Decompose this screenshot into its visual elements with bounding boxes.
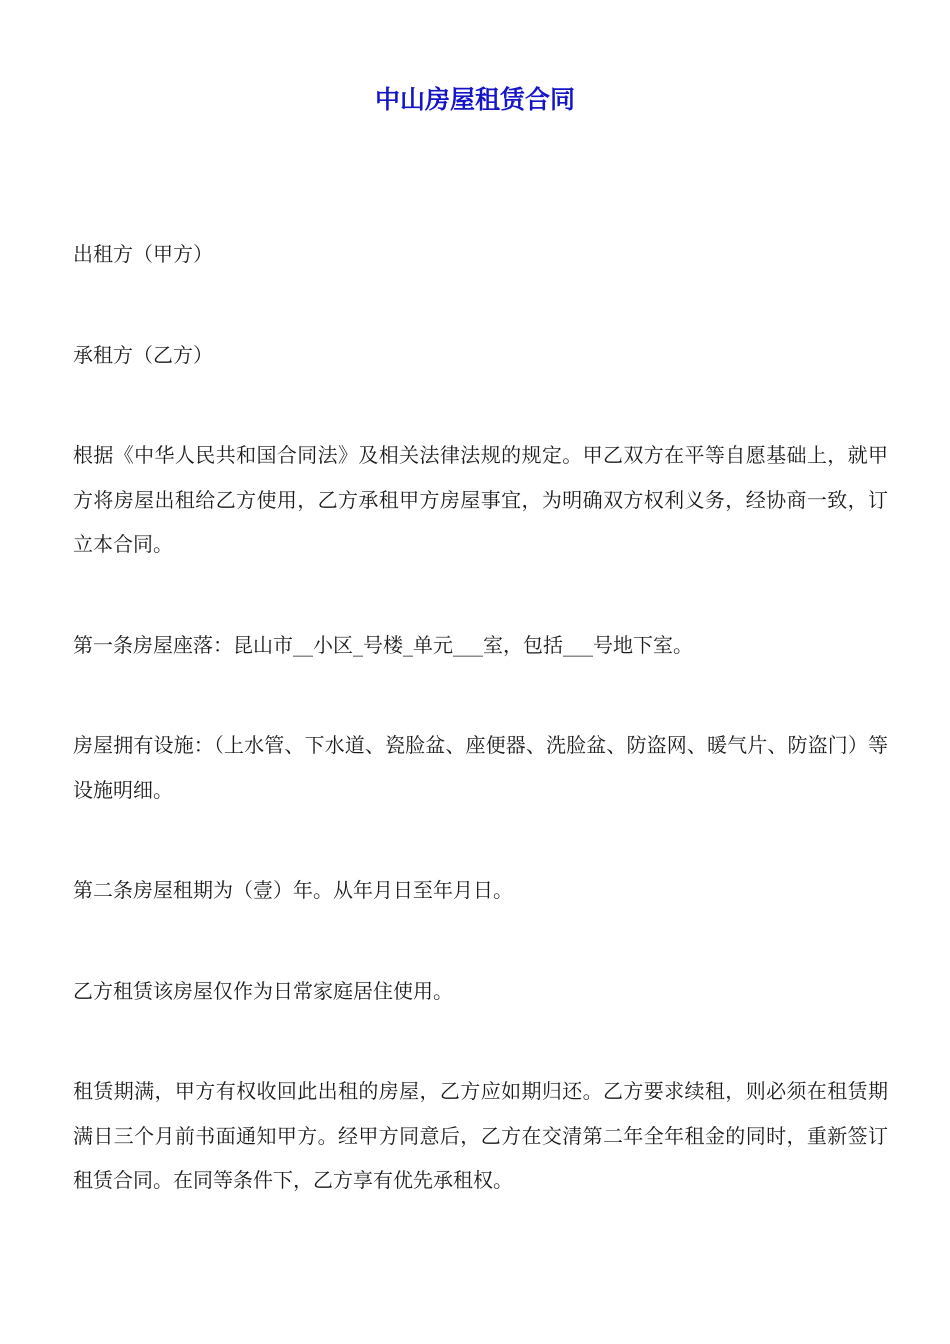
paragraph-lessor: 出租方（甲方） [73, 242, 213, 266]
paragraph-usage: 乙方租赁该房屋仅作为日常家庭居住使用。 [73, 978, 453, 1003]
paragraph-article-2-term: 第二条房屋租期为（壹）年。从年月日至年月日。 [73, 878, 513, 902]
document-body [73, 232, 888, 1259]
paragraph-renewal: 租赁期满，甲方有权收回此出租的房屋，乙方应如期归还。乙方要求续租，则必须在租赁期满日三个月前书面通知甲方。经甲方同意后，乙方在交清第二年全年租金的同时，重新签订租赁合同。在同等条件下，乙方享有优先承租权。 [73, 1079, 888, 1192]
paragraph-article-1-location: 第一条房屋座落：昆山市__小区_号楼_单元___室，包括___号地下室。 [73, 632, 693, 657]
paragraph-facilities: 房屋拥有设施：（上水管、下水道、瓷脸盆、座便器、洗脸盆、防盗网、暖气片、防盗门）等设施明细。 [73, 733, 888, 802]
paragraph-lessee: 承租方（乙方） [73, 342, 213, 367]
paragraph-preamble: 根据《中华人民共和国合同法》及相关法律法规的规定。甲乙双方在平等自愿基础上，就甲方将房屋出租给乙方使用，乙方承租甲方房屋事宜，为明确双方权利义务，经协商一致，订立本合同。 [73, 443, 888, 556]
document-title: 中山房屋租赁合同 [374, 85, 575, 114]
